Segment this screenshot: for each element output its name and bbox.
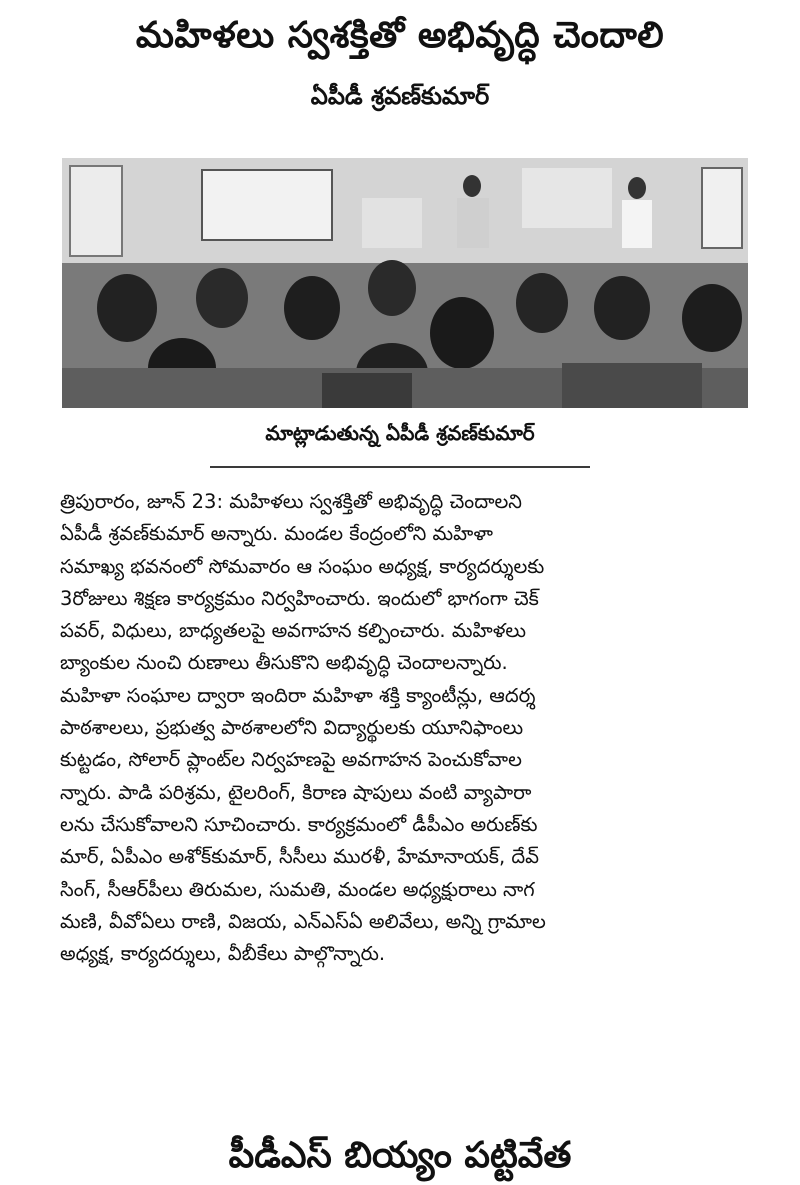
- body-line: న్నారు. పాడి పరిశ్రమ, టైలరింగ్, కిరాణ షాపులు వంటి వ్యాపారా: [60, 780, 532, 804]
- photo-caption: మాట్లాడుతున్న ఏపీడీ శ్రవణ్‌కుమార్: [265, 421, 535, 445]
- body-line: త్రిపురారం, జూన్ 23: మహిళలు స్వశక్తితో అభివృద్ధి చెందాలని: [60, 490, 522, 513]
- meeting-photo-illustration: [62, 158, 748, 408]
- body-line: అధ్యక్ష, కార్యదర్శులు, వీబీకేలు పాల్గొన్నారు.: [60, 942, 386, 966]
- body-line: లను చేసుకోవాలని సూచించారు. కార్యక్రమంలో డీపీఎం అరుణ్‌కు: [60, 812, 538, 836]
- body-line: మహిళా సంఘాల ద్వారా ఇందిరా మహిళా శక్తి క్యాంటీన్లు, ఆదర్శ: [60, 683, 536, 707]
- body-line: ఏపీడీ శ్రవణ్‌కుమార్ అన్నారు. మండల కేంద్రంలోని మహిళా: [60, 522, 493, 546]
- caption-divider: [210, 466, 590, 468]
- article-body: [60, 486, 750, 970]
- body-line: కుట్టడం, సోలార్ ప్లాంట్‌ల నిర్వహణపై అవగాహన పెంచుకోవాల: [60, 748, 522, 772]
- body-line: బ్యాంకుల నుంచి రుణాలు తీసుకొని అభివృద్ధి చెందాలన్నారు.: [60, 651, 508, 675]
- article-headline: మహిళలు స్వశక్తితో అభివృద్ధి చెందాలి: [135, 15, 665, 56]
- next-article-headline: పీడీఎస్ బియ్యం పట్టివేత: [228, 1135, 572, 1176]
- body-line: సింగ్, సీఆర్‌పీలు తిరుమల, సుమతి, మండల అధ్యక్షురాలు నాగ: [60, 877, 535, 901]
- body-line: సమాఖ్య భవనంలో సోమవారం ఆ సంఘం అధ్యక్ష, కార్యదర్శులకు: [60, 554, 545, 578]
- article-byline: ఏపీడీ శ్రవణ్‌కుమార్: [310, 82, 490, 110]
- body-line: పవర్, విధులు, బాధ్యతలపై అవగాహన కల్పించారు. మహిళలు: [60, 619, 526, 643]
- body-line: 3రోజులు శిక్షణ కార్యక్రమం నిర్వహించారు. ఇందులో భాగంగా చెక్: [60, 586, 539, 610]
- article-photo: [62, 158, 748, 408]
- body-line: మణి, వీవోఏలు రాణి, విజయ, ఎన్ఎస్ఏ అలివేలు, అన్ని గ్రామాల: [60, 909, 546, 933]
- body-line: మార్, ఏపీఎం అశోక్‌కుమార్, సీసీలు మురళీ, హేమానాయక్, దేవ్: [60, 845, 539, 869]
- body-line: పాఠశాలలు, ప్రభుత్వ పాఠశాలలోని విద్యార్థులకు యూనిఫాంలు: [60, 716, 524, 740]
